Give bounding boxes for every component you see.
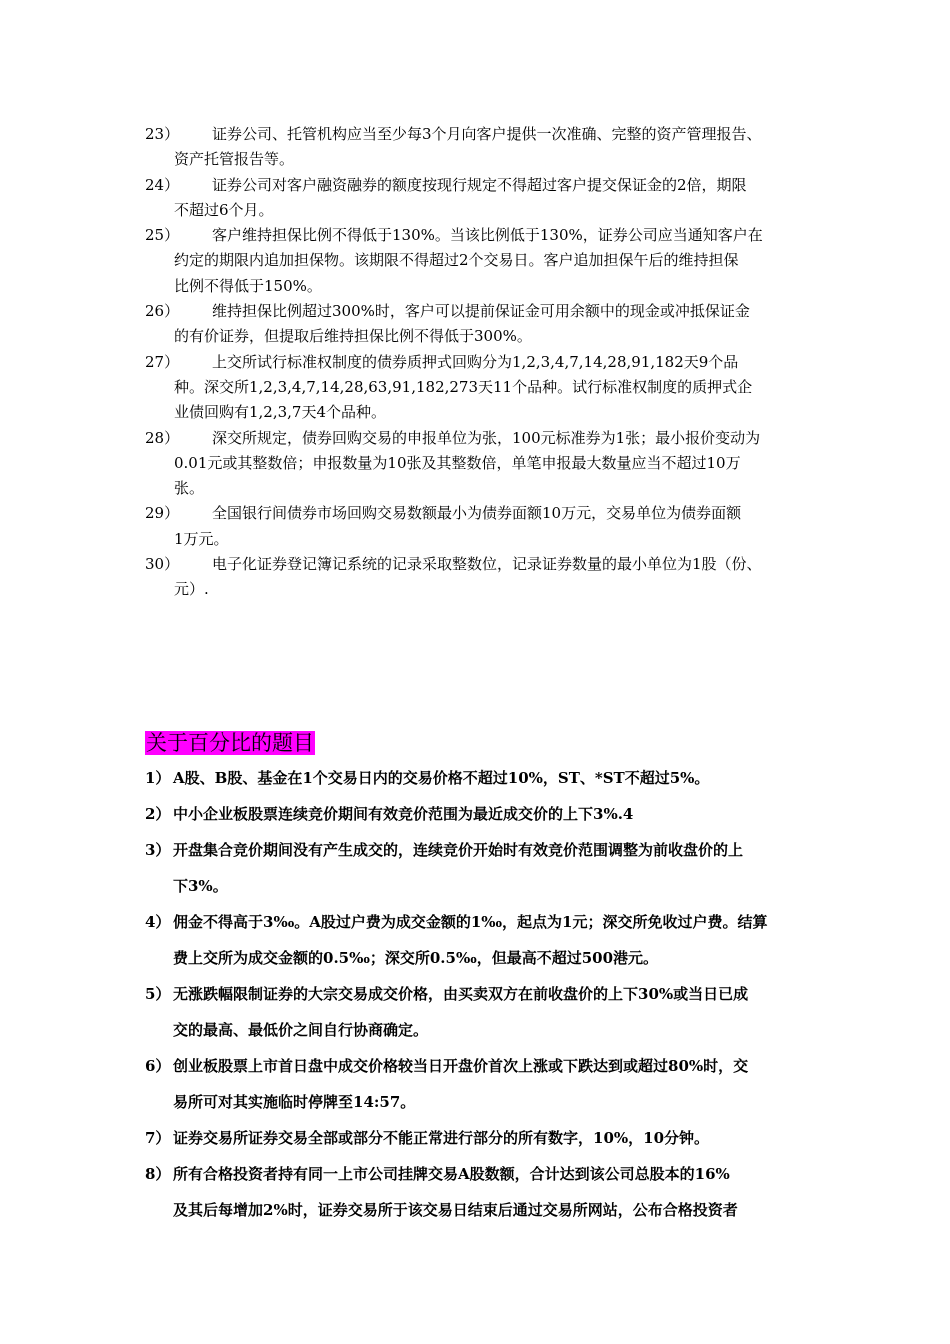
item-text-line: 业债回购有1,2,3,7天4个品种。 (174, 403, 387, 422)
item-number: 24） (145, 175, 180, 194)
item-text (173, 908, 825, 972)
item-number: 7） (145, 1129, 171, 1147)
item-text-line: 佣金不得高于3‰。A股过户费为成交金额的1‰，起点为1元；深交所免收过户费。结算 (173, 913, 768, 931)
list-item (145, 1124, 825, 1152)
item-text-line: A股、B股、基金在1个交易日内的交易价格不超过10%，ST、*ST不超过5%。 (173, 769, 710, 787)
list-item (145, 173, 825, 224)
list-item (145, 426, 825, 502)
item-text-line: 不超过6个月。 (174, 200, 274, 219)
item-text (174, 552, 825, 603)
list-item (145, 836, 825, 900)
list-item (145, 1052, 825, 1116)
item-text (174, 350, 825, 426)
item-text-line: 比例不得低于150%。 (174, 276, 322, 295)
item-text (174, 173, 825, 224)
list-item (145, 1160, 825, 1224)
item-text (173, 764, 825, 792)
item-text-line: 0.01元或其整数倍；申报数量为10张及其整数倍，单笔申报最大数量应当不超过10万 (174, 453, 741, 472)
item-text (173, 980, 825, 1044)
item-text (174, 299, 825, 350)
item-text-line: 张。 (174, 479, 205, 498)
item-text (174, 426, 825, 502)
item-number: 27） (145, 352, 180, 371)
item-text-line: 客户维持担保比例不得低于130%。当该比例低于130%，证券公司应当通知客户在 (212, 226, 763, 245)
item-text-line: 及其后每增加2%时，证券交易所于该交易日结束后通过交易所网站，公布合格投资者 (173, 1201, 738, 1219)
item-number: 25） (145, 226, 180, 245)
item-text-line: 维持担保比例超过300%时，客户可以提前保证金可用余额中的现金或冲抵保证金 (212, 302, 750, 321)
item-text-line: 开盘集合竞价期间没有产生成交的，连续竞价开始时有效竞价范围调整为前收盘价的上 (173, 841, 744, 859)
list-item (145, 122, 825, 173)
item-text-line: 种。深交所1,2,3,4,7,14,28,63,91,182,273天11个品种。试行标准权制度的质押式企 (174, 377, 753, 396)
rules-list-part1 (145, 122, 825, 603)
item-text-line: 证券公司、托管机构应当至少每3个月向客户提供一次准确、完整的资产管理报告、 (212, 125, 762, 143)
list-item (145, 501, 825, 552)
item-text-line: 下3%。 (173, 877, 228, 895)
item-text-line: 所有合格投资者持有同一上市公司挂牌交易A股数额，合计达到该公司总股本的16% (173, 1165, 730, 1183)
item-text (174, 501, 825, 552)
item-number: 29） (145, 504, 180, 523)
section-heading-text: 关于百分比的题目 (146, 731, 314, 755)
item-text-line: 元）. (174, 580, 209, 599)
item-text-line: 约定的期限内追加担保物。该期限不得超过2个交易日。客户追加担保午后的维持担保 (174, 251, 739, 270)
item-number: 2） (145, 805, 171, 823)
item-text-line: 易所可对其实施临时停牌至14:57。 (173, 1093, 416, 1111)
list-item (145, 800, 825, 828)
percentage-questions-list (145, 764, 825, 1224)
item-text-line: 创业板股票上市首日盘中成交价格较当日开盘价首次上涨或下跌达到或超过80%时，交 (173, 1057, 749, 1075)
item-number: 28） (145, 428, 180, 447)
item-text-line: 证券公司对客户融资融券的额度按现行规定不得超过客户提交保证金的2倍，期限 (212, 175, 747, 194)
item-text (174, 122, 825, 173)
item-number: 4） (145, 913, 171, 931)
list-item (145, 908, 825, 972)
item-text-line: 中小企业板股票连续竞价期间有效竞价范围为最近成交价的上下3%.4 (173, 805, 634, 823)
item-number: 1） (145, 769, 171, 787)
item-text-line: 深交所规定，债券回购交易的申报单位为张，100元标准券为1张；最小报价变动为 (212, 428, 761, 447)
item-text-line: 上交所试行标准权制度的债券质押式回购分为1,2,3,4,7,14,28,91,182天9个品 (212, 352, 739, 371)
item-text (174, 223, 825, 299)
item-text (173, 1160, 825, 1224)
item-text-line: 电子化证券登记簿记系统的记录采取整数位，记录证券数量的最小单位为1股（份、 (212, 555, 762, 574)
item-number: 5） (145, 985, 171, 1003)
item-text-line: 费上交所为成交金额的0.5‰；深交所0.5‰，但最高不超过500港元。 (173, 949, 659, 967)
item-text (173, 800, 825, 828)
item-number: 8） (145, 1165, 171, 1183)
item-text (173, 1052, 825, 1116)
list-item (145, 299, 825, 350)
item-number: 3） (145, 841, 171, 859)
list-item (145, 223, 825, 299)
list-item (145, 980, 825, 1044)
item-text-line: 资产托管报告等。 (174, 150, 295, 169)
list-item (145, 552, 825, 603)
item-text (173, 836, 825, 900)
item-text-line: 全国银行间债券市场回购交易数额最小为债券面额10万元，交易单位为债券面额 (212, 504, 742, 523)
section-heading (145, 730, 315, 756)
item-number: 23） (145, 125, 180, 143)
item-text (173, 1124, 825, 1152)
item-number: 6） (145, 1057, 171, 1075)
list-item (145, 764, 825, 792)
item-text-line: 无涨跌幅限制证券的大宗交易成交价格，由买卖双方在前收盘价的上下30%或当日已成 (173, 985, 749, 1003)
list-item (145, 350, 825, 426)
item-text-line: 证券交易所证券交易全部或部分不能正常进行部分的所有数字，10%，10分钟。 (173, 1129, 710, 1147)
item-text-line: 的有价证券，但提取后维持担保比例不得低于300%。 (174, 327, 532, 346)
item-number: 26） (145, 302, 180, 321)
item-text-line: 交的最高、最低价之间自行协商确定。 (173, 1021, 429, 1039)
item-text-line: 1万元。 (174, 529, 229, 548)
item-number: 30） (145, 555, 180, 574)
